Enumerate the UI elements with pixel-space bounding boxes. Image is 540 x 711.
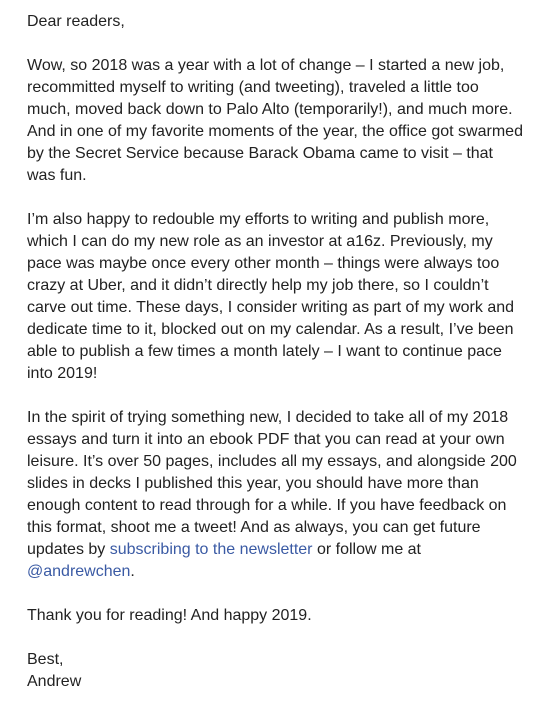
paragraph-2: I’m also happy to redouble my efforts to writing and publish more, which I can do my new role as an investor at a16z. Previously, my pace was maybe once every other month – things were always too crazy at Uber, and it didn’t directly help my job there, so I couldn’t carve out time. These days, I consider writing as part of my work and dedicate time to it, blocked out on my calendar. As a result, I’ve been able to publish a few times a month lately – I want to continue pace into 2019!	[27, 211, 515, 382]
paragraph-3-text-before-link: In the spirit of trying something new, I decided to take all of my 2018 essays and turn it into an ebook PDF that you can read at your own leisure. It’s over 50 pages, includes all my essays, and alongside 200 slides in decks I published this year, you should have more than enough content to read through for a while. If you have feedback on this format, shoot me a tweet! And as always, you can get future updates by	[27, 409, 517, 558]
twitter-link[interactable]: @andrewchen	[27, 563, 131, 580]
paragraph-3-text-after-links: .	[130, 563, 135, 580]
thanks-line: Thank you for reading! And happy 2019.	[27, 607, 312, 624]
signature: Andrew	[27, 673, 82, 690]
letter-body	[27, 11, 523, 693]
newsletter-link[interactable]: subscribing to the newsletter	[109, 541, 313, 558]
paragraph-3-text-between-links: or follow me at	[312, 541, 421, 558]
paragraph-1: Wow, so 2018 was a year with a lot of change – I started a new job, recommitted myself to writing (and tweeting), traveled a little too much, moved back down to Palo Alto (temporarily!), and much more. And in one of my favorite moments of the year, the office got swarmed by the Secret Service because Barack Obama came to visit – that was fun.	[27, 57, 523, 184]
signoff: Best,	[27, 651, 64, 668]
paragraph-3	[27, 407, 523, 583]
greeting: Dear readers,	[27, 13, 125, 30]
